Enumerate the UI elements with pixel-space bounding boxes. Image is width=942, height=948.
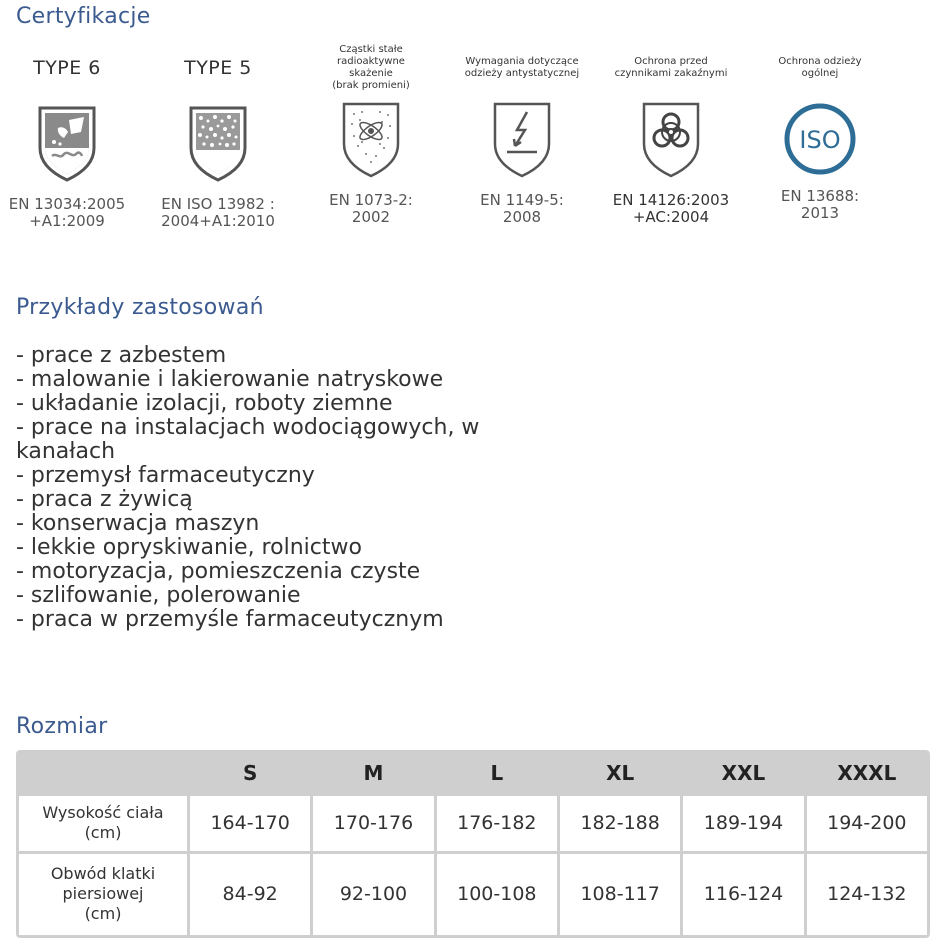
size-header: S <box>190 753 310 793</box>
size-header-row <box>19 753 927 793</box>
row-label: Wysokość ciała (cm) <box>19 796 187 851</box>
cert-en1149 <box>447 40 597 226</box>
size-header: M <box>313 753 433 793</box>
row-label: Obwód klatki piersiowej (cm) <box>19 854 187 935</box>
table-row <box>19 854 927 935</box>
cert-en13688 <box>745 40 895 222</box>
table-cell: 182-188 <box>560 796 680 851</box>
table-cell: 176-182 <box>437 796 557 851</box>
antistatic-shield-icon <box>491 100 553 178</box>
table-cell: 189-194 <box>683 796 803 851</box>
cert-en1073 <box>296 40 446 226</box>
cert-norm: EN 13034:2005 +A1:2009 <box>8 195 126 230</box>
table-cell: 194-200 <box>807 796 927 851</box>
list-item: - przemysł farmaceutyczny <box>16 463 315 488</box>
size-header: XXL <box>683 753 803 793</box>
cert-norm: EN 1149-5: 2008 <box>480 191 564 226</box>
size-header: XL <box>560 753 680 793</box>
list-item: - praca w przemyśle farmaceutycznym <box>16 607 444 632</box>
cert-caption: Ochrona odzieży ogólnej <box>778 56 862 79</box>
cert-en14126 <box>596 40 746 226</box>
cert-type-label: TYPE 5 <box>184 57 252 79</box>
list-item: - motoryzacja, pomieszczenia czyste <box>16 559 421 584</box>
list-item: - praca z żywicą <box>16 487 193 512</box>
table-cell: 164-170 <box>190 796 310 851</box>
table-cell: 124-132 <box>807 854 927 935</box>
iso-text: ISO <box>799 126 841 154</box>
applications-title: Przykłady zastosowań <box>16 295 264 320</box>
cert-caption: Wymagania dotyczące odzieży antystatycznej <box>464 56 580 79</box>
table-cell: 170-176 <box>313 796 433 851</box>
cert-norm: EN 13688: 2013 <box>780 187 860 222</box>
sizes-title: Rozmiar <box>16 714 108 739</box>
list-item: - układanie izolacji, roboty ziemne <box>16 391 393 416</box>
liquid-splash-shield-icon <box>36 104 98 182</box>
cert-type5 <box>143 40 293 230</box>
cert-norm: EN 1073-2: 2002 <box>329 191 413 226</box>
list-item: - prace z azbestem <box>16 343 227 368</box>
radioactive-particles-shield-icon <box>340 100 402 178</box>
table-corner <box>19 753 187 793</box>
cert-norm: EN ISO 13982 : 2004+A1:2010 <box>161 195 275 230</box>
cert-type-label: TYPE 6 <box>33 57 101 79</box>
iso-icon <box>781 100 859 178</box>
list-item: - konserwacja maszyn <box>16 511 260 536</box>
certification-title: Certyfikacje <box>16 4 151 29</box>
cert-type6 <box>0 40 142 230</box>
cert-norm: EN 14126:2003 +AC:2004 <box>612 191 730 226</box>
size-header: L <box>437 753 557 793</box>
biohazard-shield-icon <box>640 100 702 178</box>
list-item: - prace na instalacjach wodociągowych, w kanałach <box>16 415 480 464</box>
cert-caption: Cząstki stałe radioaktywne skażenie (brak promieni) <box>332 44 410 91</box>
list-item: - szlifowanie, polerowanie <box>16 583 301 608</box>
list-item: - lekkie opryskiwanie, rolnictwo <box>16 535 362 560</box>
table-cell: 108-117 <box>560 854 680 935</box>
table-row <box>19 796 927 851</box>
table-cell: 100-108 <box>437 854 557 935</box>
table-cell: 84-92 <box>190 854 310 935</box>
cert-caption: Ochrona przed czynnikami zakaźnymi <box>614 56 728 79</box>
particles-shield-icon <box>187 104 249 182</box>
size-table <box>16 750 930 938</box>
table-cell: 92-100 <box>313 854 433 935</box>
table-cell: 116-124 <box>683 854 803 935</box>
applications-list <box>16 344 556 632</box>
size-header: XXXL <box>807 753 927 793</box>
list-item: - malowanie i lakierowanie natryskowe <box>16 367 444 392</box>
